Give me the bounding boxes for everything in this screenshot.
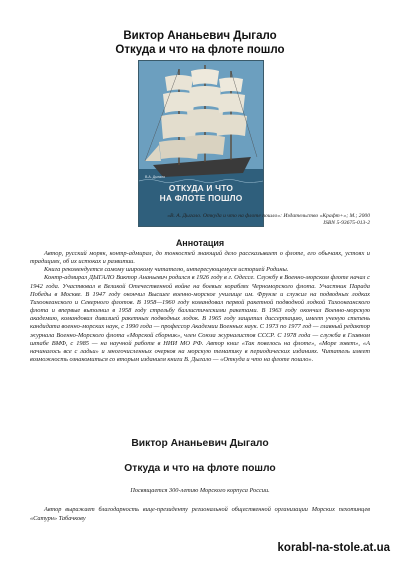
annotation-paragraph-2: Книга рекомендуется самому широкому читателю, интересующемуся историей Родины. (44, 266, 289, 274)
repeat-author: Виктор Ананьевич Дыгало (131, 438, 269, 449)
cover-title-line1: ОТКУДА И ЧТО (168, 183, 234, 193)
publication-caption (40, 213, 370, 227)
header-author: Виктор Ананьевич Дыгало (123, 30, 277, 42)
annotation-body (30, 250, 370, 364)
caption-isbn: ISBN 5-93675-013-2 (323, 220, 370, 226)
acknowledgement-text: Автор выражает благодарность вице-президенту региональной общественной организации Морских пехотинцев «Сатурн» Табачкову (30, 506, 370, 522)
repeat-title: Откуда и что на флоте пошло (124, 463, 276, 474)
annotation-paragraph-3: Контр-адмирал ДЫГАЛО Виктор Ананьевич родился в 1926 году в г. Одессе. Службу в Военно-морском флоте начал с 1942 года. Участвовал в Великой Отечественной войне на боевых кораблях Черноморского флота. Участник Парада Победы в Москве. В 1947 году окончил Высшее военно-морское училище им. Фрунзе и служил на подводных лодках Тихоокеанского и Северного флотов. В 1958—1960 году командовал первой ракетной подводной лодкой Тихоокеанского флота и впервые выполнил в 1958 году стрельбу баллистическими ракетами. В 1963 году окончил Военно-морскую академию, командовал дивизией ракетных подводных лодок. В 1965 году защитил диссертацию, имеет ученую степень кандидата военно-морских наук, с 1990 года — профессор Академии Военных наук. С 1973 по 1977 год — главный редактор журнала Военно-Морского флота «Морской сборник», член Союза журналистов СССР. С 1978 года — служба в Главном штабе ВМФ, с 1985 — на научной работе в НИИ МО РФ. Автор книг «Так повелось на флоте», «Море зовет», «А начиналось все с ладьи» и многочисленных очерков на морскую тематику в периодических изданиях. Читатель имеет возможность ознакомиться со вторым изданием книги В. Дыгало — «Откуда и что на флоте пошло». (30, 274, 370, 364)
acknowledgement (30, 506, 370, 523)
book-cover (138, 60, 264, 227)
caption-publisher: «В. А. Дыгало. Откуда и что на флоте пошло»: Издательство «Крафт+»; М.; 2000 (167, 213, 370, 219)
annotation-heading: Аннотация (175, 238, 225, 248)
cover-title (139, 184, 263, 203)
cover-author: В.А. Дыгало (145, 175, 166, 179)
site-watermark: korabl-na-stole.at.ua (277, 542, 390, 554)
annotation-paragraph-1: Автор, русский моряк, контр-адмирал, до тонкостей знающий дело рассказывает о флоте, его обычаях, устоях и традициях, об их истоках и развитии. (30, 250, 370, 266)
dedication: Посвящается 300-летию Морского корпуса России. (130, 487, 270, 494)
header-title: Откуда и что на флоте пошло (115, 44, 285, 56)
cover-title-line2: НА ФЛОТЕ ПОШЛО (159, 192, 243, 203)
